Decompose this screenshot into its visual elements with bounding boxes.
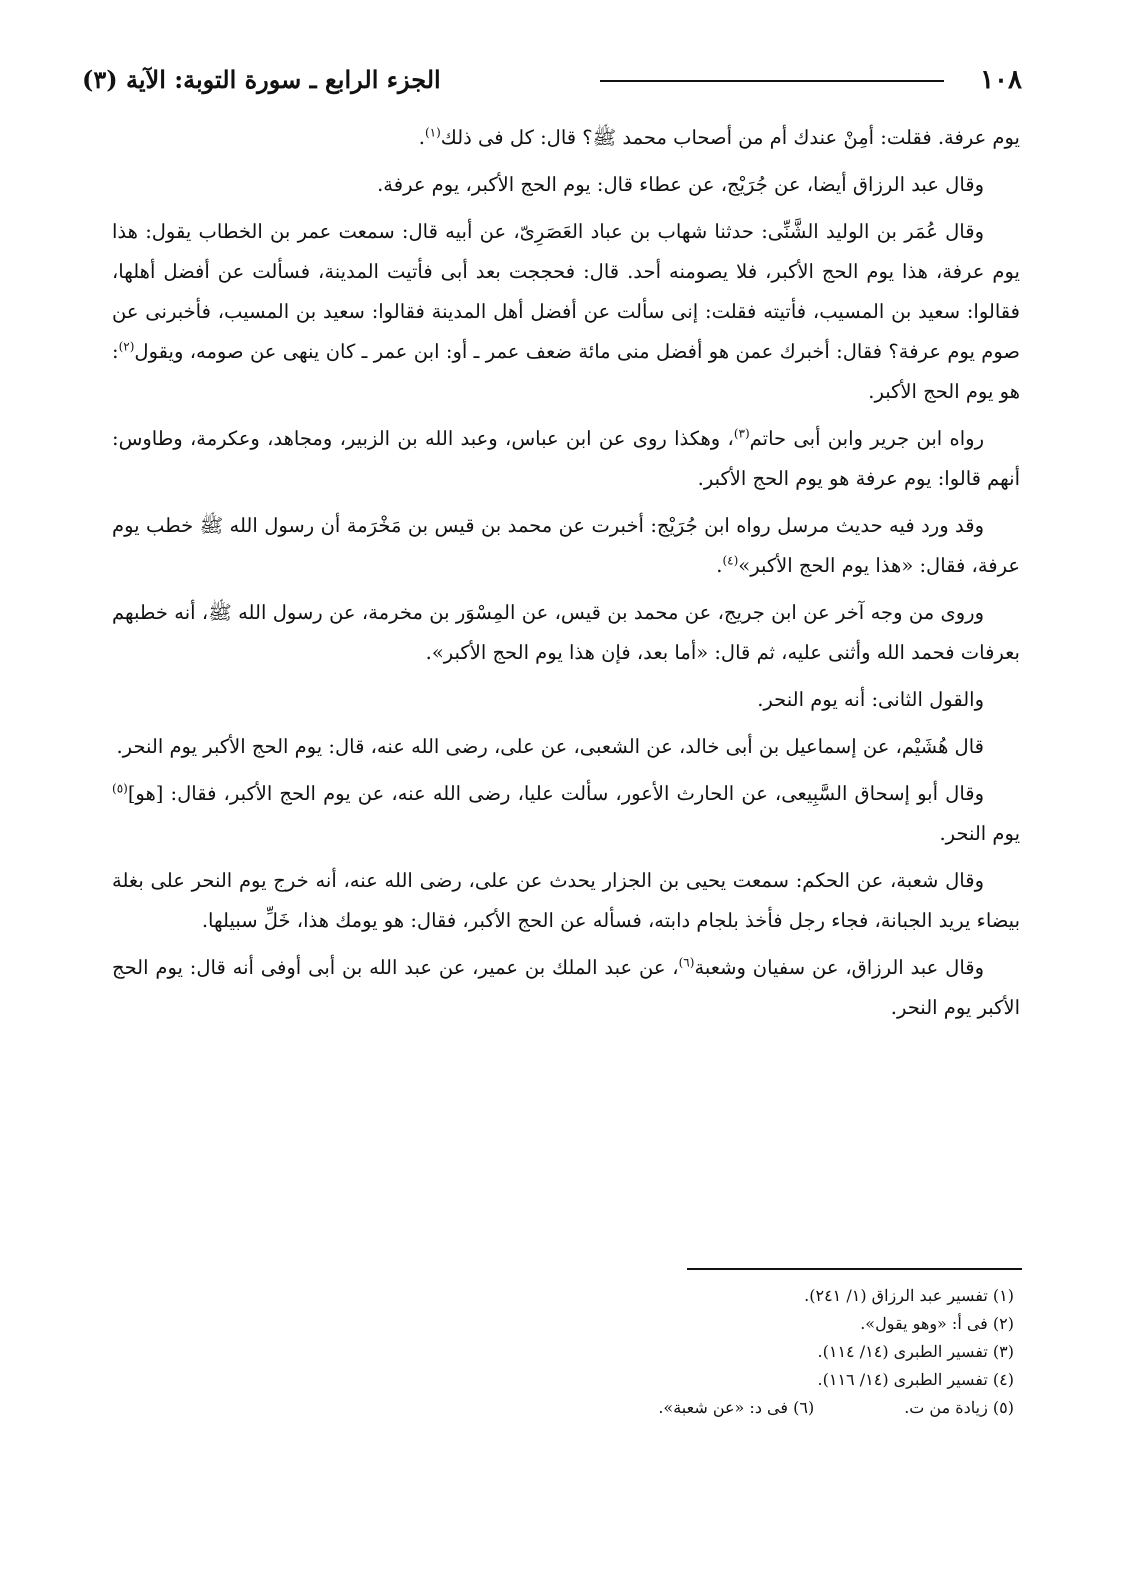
footnote-row — [112, 1394, 1020, 1422]
footnote-ref: (٢) — [118, 339, 135, 354]
paragraph: وقال عبد الرزاق أيضا، عن جُرَيْج، عن عطاء قال: يوم الحج الأكبر، يوم عرفة. — [377, 173, 984, 196]
footnote-rule — [687, 1268, 1022, 1270]
paragraph: وقد ورد فيه حديث مرسل رواه ابن جُرَيْج: أخبرت عن محمد بن قيس بن مَخْرَمة أن رسول الله ﷺ خطب يوم عرفة، فقال: «هذا يوم الحج الأكبر»$^{(٤)}$. — [112, 514, 1020, 577]
paragraph: وقال عبد الرزاق، عن سفيان وشعبة$^{(٦)}$، عن عبد الملك بن عمير، عن عبد الله بن أبى أوفى أنه قال: يوم الحج الأكبر يوم النحر. — [112, 955, 1020, 1019]
paragraph: وقال أبو إسحاق السَّبِيعى، عن الحارث الأعور، سألت عليا، رضى الله عنه، عن يوم الحج الأكبر، فقال: [هو]$^{(٥)}$ يوم النحر. — [112, 781, 1020, 845]
paragraph: رواه ابن جرير وابن أبى حاتم$^{(٣)}$، وهكذا روى عن ابن عباس، وعبد الله بن الزبير، ومجاهد، وعكرمة، وطاوس: أنهم قالوا: يوم عرفة هو يوم الحج الأكبر. — [112, 426, 1020, 490]
paragraph: والقول الثانى: أنه يوم النحر. — [757, 688, 984, 711]
footnote: (١) تفسير عبد الرزاق (١/ ٢٤١). — [804, 1286, 1014, 1305]
footnote-ref: (١) — [424, 125, 441, 140]
running-title: الجزء الرابع ـ سورة التوبة: الآية (٣) — [82, 65, 441, 94]
footnote-ref: (٤) — [722, 553, 739, 568]
footnote: (٥) زيادة من ت. — [904, 1398, 1014, 1417]
page-number: ١٠٨ — [980, 65, 1022, 95]
footnote-ref: (٦) — [678, 955, 695, 970]
paragraph: قال هُشَيْم، عن إسماعيل بن أبى خالد، عن الشعبى، عن على، رضى الله عنه، قال: يوم الحج الأكبر يوم النحر. — [116, 735, 984, 758]
paragraph: وقال شعبة، عن الحكم: سمعت يحيى بن الجزار يحدث عن على، رضى الله عنه، أنه خرج يوم النحر على بغلة بيضاء يريد الجبانة، فجاء رجل فأخذ بلجام دابته، فسأله عن الحج الأكبر، فقال: هو يومك هذا، خَلِّ سبيلها. — [112, 869, 1020, 932]
main-text — [112, 118, 1020, 1035]
paragraph: وروى من وجه آخر عن ابن جريج، عن محمد بن قيس، عن المِسْوَر بن مخرمة، عن رسول الله ﷺ، أنه خطبهم بعرفات فحمد الله وأثنى عليه، ثم قال: «أما بعد، فإن هذا يوم الحج الأكبر». — [112, 601, 1020, 664]
footnote: (٣) تفسير الطبرى (١٤/ ١١٤). — [817, 1342, 1014, 1361]
footnote: (٤) تفسير الطبرى (١٤/ ١١٦). — [817, 1370, 1014, 1389]
header-rule — [600, 80, 944, 82]
page-header — [82, 62, 1022, 102]
footnotes — [112, 1282, 1020, 1422]
footnote-ref: (٣) — [733, 426, 750, 441]
footnote: (٦) فى د: «عن شعبة». — [658, 1398, 815, 1417]
paragraph: وقال عُمَر بن الوليد الشَّنِّى: حدثنا شهاب بن عباد العَصَرِىّ، عن أبيه قال: سمعت عمر بن الخطاب يقول: هذا يوم عرفة، هذا يوم الحج الأكبر، فلا يصومنه أحد. قال: فحججت بعد أبى فأتيت المدينة، فسألت عن أفضل أهلها، فقالوا: سعيد بن المسيب، فأتيته فقلت: إنى سألت عن أفضل أهل المدينة فقالوا: سعيد بن المسيب، فأخبرنى عن صوم يوم عرفة؟ فقال: أخبرك عمن هو أفضل منى مائة ضعف عمر ـ أو: ابن عمر ـ كان ينهى عن صومه، ويقول$^{(٢)}$: هو يوم الحج الأكبر. — [112, 220, 1020, 403]
paragraph: يوم عرفة. فقلت: أمِنْ عندك أم من أصحاب محمد ﷺ؟ قال: كل فى ذلك$^{(١)}$. — [418, 125, 1020, 149]
footnote-ref: (٥) — [112, 781, 128, 796]
footnote: (٢) فى أ: «وهو يقول». — [860, 1314, 1014, 1333]
